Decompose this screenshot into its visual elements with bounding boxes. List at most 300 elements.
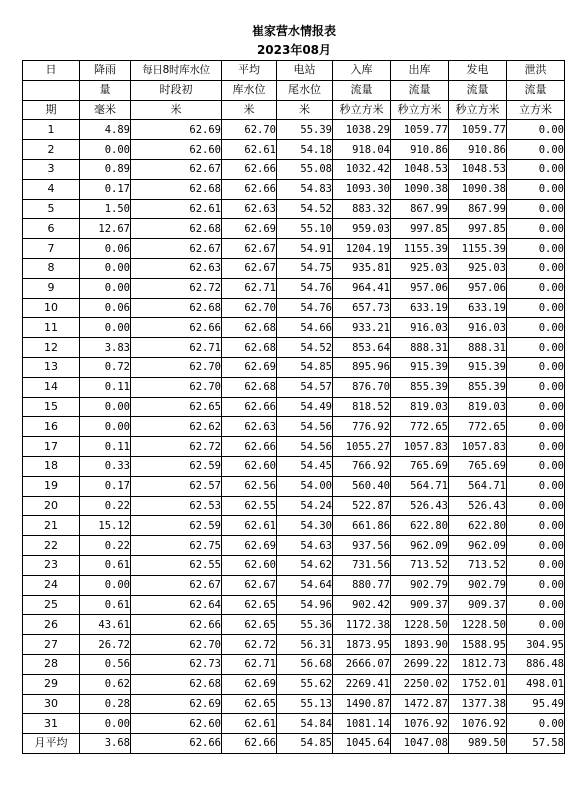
header-cell: 尾水位: [277, 80, 333, 100]
day-cell: 7: [23, 239, 80, 259]
value-cell: 62.61: [222, 714, 277, 734]
summary-value: 62.66: [222, 734, 277, 754]
value-cell: 0.00: [80, 258, 131, 278]
summary-value: 3.68: [80, 734, 131, 754]
value-cell: 62.67: [222, 239, 277, 259]
header-cell: 入库: [333, 61, 391, 81]
value-cell: 62.72: [131, 278, 222, 298]
value-cell: 2666.07: [333, 654, 391, 674]
value-cell: 1048.53: [449, 159, 507, 179]
day-cell: 6: [23, 219, 80, 239]
summary-value: 989.50: [449, 734, 507, 754]
header-cell: 泄洪: [507, 61, 565, 81]
value-cell: 0.00: [507, 159, 565, 179]
value-cell: 62.65: [222, 694, 277, 714]
table-row: [23, 239, 565, 259]
value-cell: 304.95: [507, 635, 565, 655]
value-cell: 765.69: [391, 456, 449, 476]
value-cell: 933.21: [333, 318, 391, 338]
value-cell: 54.96: [277, 595, 333, 615]
table-body: [23, 61, 565, 754]
value-cell: 564.71: [449, 476, 507, 496]
value-cell: 902.79: [449, 575, 507, 595]
value-cell: 0.00: [507, 278, 565, 298]
value-cell: 0.00: [507, 140, 565, 160]
value-cell: 0.22: [80, 496, 131, 516]
value-cell: 0.00: [507, 338, 565, 358]
value-cell: 0.00: [507, 258, 565, 278]
report-title: 崔家营水情报表: [251, 24, 336, 38]
day-cell: 19: [23, 476, 80, 496]
value-cell: 12.67: [80, 219, 131, 239]
value-cell: 1812.73: [449, 654, 507, 674]
value-cell: 62.70: [131, 357, 222, 377]
value-cell: 0.00: [507, 714, 565, 734]
value-cell: 2699.22: [391, 654, 449, 674]
value-cell: 2269.41: [333, 674, 391, 694]
value-cell: 62.57: [131, 476, 222, 496]
value-cell: 62.63: [131, 258, 222, 278]
table-row: [23, 219, 565, 239]
value-cell: 937.56: [333, 536, 391, 556]
value-cell: 62.61: [222, 516, 277, 536]
value-cell: 54.49: [277, 397, 333, 417]
value-cell: 54.52: [277, 338, 333, 358]
value-cell: 1.50: [80, 199, 131, 219]
value-cell: 62.69: [222, 357, 277, 377]
value-cell: 62.55: [131, 555, 222, 575]
summary-value: 1045.64: [333, 734, 391, 754]
value-cell: 62.68: [131, 674, 222, 694]
day-cell: 5: [23, 199, 80, 219]
day-cell: 8: [23, 258, 80, 278]
value-cell: 0.56: [80, 654, 131, 674]
value-cell: 925.03: [449, 258, 507, 278]
value-cell: 0.61: [80, 555, 131, 575]
value-cell: 997.85: [449, 219, 507, 239]
value-cell: 62.66: [131, 615, 222, 635]
value-cell: 55.36: [277, 615, 333, 635]
value-cell: 1228.50: [449, 615, 507, 635]
value-cell: 62.68: [131, 179, 222, 199]
value-cell: 54.76: [277, 278, 333, 298]
header-cell: 流量: [391, 80, 449, 100]
value-cell: 1172.38: [333, 615, 391, 635]
value-cell: 55.08: [277, 159, 333, 179]
header-row: [23, 80, 565, 100]
table-row: [23, 298, 565, 318]
value-cell: 54.57: [277, 377, 333, 397]
table-row: [23, 714, 565, 734]
table-row: [23, 397, 565, 417]
day-cell: 11: [23, 318, 80, 338]
value-cell: 622.80: [391, 516, 449, 536]
value-cell: 62.65: [222, 615, 277, 635]
value-cell: 62.69: [131, 694, 222, 714]
value-cell: 888.31: [449, 338, 507, 358]
value-cell: 819.03: [391, 397, 449, 417]
value-cell: 62.68: [222, 377, 277, 397]
value-cell: 0.00: [507, 536, 565, 556]
day-cell: 22: [23, 536, 80, 556]
value-cell: 62.70: [222, 120, 277, 140]
value-cell: 54.56: [277, 417, 333, 437]
table-row: [23, 476, 565, 496]
value-cell: 55.13: [277, 694, 333, 714]
table-row: [23, 437, 565, 457]
value-cell: 915.39: [449, 357, 507, 377]
value-cell: 55.10: [277, 219, 333, 239]
day-cell: 2: [23, 140, 80, 160]
value-cell: 0.22: [80, 536, 131, 556]
value-cell: 62.61: [222, 140, 277, 160]
table-row: [23, 377, 565, 397]
value-cell: 1155.39: [391, 239, 449, 259]
value-cell: 0.06: [80, 298, 131, 318]
value-cell: 62.70: [131, 377, 222, 397]
day-cell: 23: [23, 555, 80, 575]
day-cell: 13: [23, 357, 80, 377]
table-row: [23, 258, 565, 278]
value-cell: 0.89: [80, 159, 131, 179]
value-cell: 776.92: [333, 417, 391, 437]
value-cell: 62.70: [222, 298, 277, 318]
value-cell: 62.67: [131, 575, 222, 595]
table-row: [23, 456, 565, 476]
value-cell: 0.00: [80, 575, 131, 595]
value-cell: 0.00: [80, 278, 131, 298]
day-cell: 1: [23, 120, 80, 140]
value-cell: 0.00: [507, 516, 565, 536]
value-cell: 62.60: [131, 714, 222, 734]
day-cell: 9: [23, 278, 80, 298]
value-cell: 62.56: [222, 476, 277, 496]
value-cell: 1076.92: [449, 714, 507, 734]
value-cell: 0.61: [80, 595, 131, 615]
value-cell: 62.71: [222, 278, 277, 298]
value-cell: 0.11: [80, 377, 131, 397]
table-row: [23, 496, 565, 516]
value-cell: 1090.38: [391, 179, 449, 199]
header-cell: 米: [131, 100, 222, 120]
value-cell: 657.73: [333, 298, 391, 318]
value-cell: 964.41: [333, 278, 391, 298]
header-cell: [23, 80, 80, 100]
value-cell: 56.68: [277, 654, 333, 674]
day-cell: 29: [23, 674, 80, 694]
value-cell: 959.03: [333, 219, 391, 239]
value-cell: 0.00: [507, 437, 565, 457]
value-cell: 853.64: [333, 338, 391, 358]
header-cell: 库水位: [222, 80, 277, 100]
table-row: [23, 199, 565, 219]
value-cell: 895.96: [333, 357, 391, 377]
value-cell: 1228.50: [391, 615, 449, 635]
value-cell: 883.32: [333, 199, 391, 219]
value-cell: 1472.87: [391, 694, 449, 714]
value-cell: 522.87: [333, 496, 391, 516]
value-cell: 54.00: [277, 476, 333, 496]
value-cell: 1057.83: [449, 437, 507, 457]
value-cell: 564.71: [391, 476, 449, 496]
day-cell: 17: [23, 437, 80, 457]
day-cell: 31: [23, 714, 80, 734]
water-report-table: [22, 60, 565, 754]
value-cell: 95.49: [507, 694, 565, 714]
value-cell: 0.28: [80, 694, 131, 714]
value-cell: 622.80: [449, 516, 507, 536]
value-cell: 902.79: [391, 575, 449, 595]
value-cell: 62.68: [222, 338, 277, 358]
day-cell: 26: [23, 615, 80, 635]
value-cell: 56.31: [277, 635, 333, 655]
table-row: [23, 140, 565, 160]
value-cell: 62.67: [222, 575, 277, 595]
value-cell: 935.81: [333, 258, 391, 278]
value-cell: 54.64: [277, 575, 333, 595]
value-cell: 731.56: [333, 555, 391, 575]
value-cell: 1059.77: [391, 120, 449, 140]
header-cell: 平均: [222, 61, 277, 81]
header-cell: 流量: [449, 80, 507, 100]
value-cell: 62.69: [222, 674, 277, 694]
value-cell: 867.99: [391, 199, 449, 219]
value-cell: 713.52: [449, 555, 507, 575]
table-row: [23, 635, 565, 655]
value-cell: 54.91: [277, 239, 333, 259]
value-cell: 855.39: [391, 377, 449, 397]
header-cell: 每日8时库水位: [131, 61, 222, 81]
value-cell: 0.00: [507, 120, 565, 140]
value-cell: 498.01: [507, 674, 565, 694]
value-cell: 0.17: [80, 179, 131, 199]
value-cell: 43.61: [80, 615, 131, 635]
header-cell: 流量: [333, 80, 391, 100]
table-row: [23, 555, 565, 575]
value-cell: 62.63: [222, 417, 277, 437]
table-row: [23, 615, 565, 635]
value-cell: 1752.01: [449, 674, 507, 694]
value-cell: 1081.14: [333, 714, 391, 734]
value-cell: 62.72: [222, 635, 277, 655]
header-cell: 时段初: [131, 80, 222, 100]
value-cell: 0.00: [507, 476, 565, 496]
day-cell: 10: [23, 298, 80, 318]
value-cell: 765.69: [449, 456, 507, 476]
day-cell: 15: [23, 397, 80, 417]
header-cell: 毫米: [80, 100, 131, 120]
value-cell: 62.59: [131, 456, 222, 476]
value-cell: 633.19: [391, 298, 449, 318]
day-cell: 25: [23, 595, 80, 615]
summary-label: 月平均: [23, 734, 80, 754]
header-cell: 米: [222, 100, 277, 120]
summary-value: 1047.08: [391, 734, 449, 754]
value-cell: 62.59: [131, 516, 222, 536]
value-cell: 1873.95: [333, 635, 391, 655]
value-cell: 1059.77: [449, 120, 507, 140]
summary-value: 57.58: [507, 734, 565, 754]
summary-value: 54.85: [277, 734, 333, 754]
table-row: [23, 595, 565, 615]
value-cell: 910.86: [391, 140, 449, 160]
value-cell: 62.60: [222, 555, 277, 575]
header-cell: 秒立方米: [449, 100, 507, 120]
value-cell: 886.48: [507, 654, 565, 674]
value-cell: 54.84: [277, 714, 333, 734]
table-row: [23, 357, 565, 377]
value-cell: 62.55: [222, 496, 277, 516]
value-cell: 54.52: [277, 199, 333, 219]
table-row: [23, 694, 565, 714]
value-cell: 0.00: [507, 357, 565, 377]
value-cell: 713.52: [391, 555, 449, 575]
value-cell: 0.00: [507, 555, 565, 575]
value-cell: 54.63: [277, 536, 333, 556]
value-cell: 915.39: [391, 357, 449, 377]
value-cell: 62.66: [222, 179, 277, 199]
header-cell: 量: [80, 80, 131, 100]
table-row: [23, 179, 565, 199]
value-cell: 1057.83: [391, 437, 449, 457]
value-cell: 997.85: [391, 219, 449, 239]
value-cell: 916.03: [449, 318, 507, 338]
value-cell: 0.00: [80, 140, 131, 160]
header-cell: 期: [23, 100, 80, 120]
value-cell: 0.00: [507, 595, 565, 615]
value-cell: 1076.92: [391, 714, 449, 734]
header-cell: 日: [23, 61, 80, 81]
value-cell: 62.63: [222, 199, 277, 219]
header-cell: 流量: [507, 80, 565, 100]
value-cell: 0.00: [80, 397, 131, 417]
value-cell: 1204.19: [333, 239, 391, 259]
value-cell: 772.65: [449, 417, 507, 437]
header-cell: 发电: [449, 61, 507, 81]
value-cell: 62.73: [131, 654, 222, 674]
value-cell: 0.00: [507, 318, 565, 338]
value-cell: 766.92: [333, 456, 391, 476]
value-cell: 0.62: [80, 674, 131, 694]
value-cell: 15.12: [80, 516, 131, 536]
value-cell: 661.86: [333, 516, 391, 536]
value-cell: 62.66: [222, 159, 277, 179]
value-cell: 0.17: [80, 476, 131, 496]
value-cell: 925.03: [391, 258, 449, 278]
value-cell: 1090.38: [449, 179, 507, 199]
value-cell: 62.68: [222, 318, 277, 338]
day-cell: 28: [23, 654, 80, 674]
header-cell: 立方米: [507, 100, 565, 120]
value-cell: 54.18: [277, 140, 333, 160]
value-cell: 54.66: [277, 318, 333, 338]
day-cell: 24: [23, 575, 80, 595]
value-cell: 62.65: [222, 595, 277, 615]
value-cell: 1038.29: [333, 120, 391, 140]
value-cell: 0.00: [507, 496, 565, 516]
value-cell: 876.70: [333, 377, 391, 397]
day-cell: 4: [23, 179, 80, 199]
value-cell: 962.09: [391, 536, 449, 556]
header-cell: 电站: [277, 61, 333, 81]
value-cell: 62.66: [131, 318, 222, 338]
value-cell: 62.66: [222, 437, 277, 457]
value-cell: 62.67: [131, 159, 222, 179]
value-cell: 62.65: [131, 397, 222, 417]
value-cell: 62.71: [222, 654, 277, 674]
value-cell: 62.61: [131, 199, 222, 219]
value-cell: 818.52: [333, 397, 391, 417]
value-cell: 54.24: [277, 496, 333, 516]
value-cell: 1490.87: [333, 694, 391, 714]
value-cell: 0.06: [80, 239, 131, 259]
value-cell: 918.04: [333, 140, 391, 160]
value-cell: 0.33: [80, 456, 131, 476]
value-cell: 867.99: [449, 199, 507, 219]
value-cell: 26.72: [80, 635, 131, 655]
header-cell: 米: [277, 100, 333, 120]
value-cell: 1377.38: [449, 694, 507, 714]
table-row: [23, 120, 565, 140]
header-cell: 秒立方米: [333, 100, 391, 120]
value-cell: 0.00: [507, 199, 565, 219]
value-cell: 526.43: [449, 496, 507, 516]
value-cell: 633.19: [449, 298, 507, 318]
value-cell: 2250.02: [391, 674, 449, 694]
value-cell: 62.75: [131, 536, 222, 556]
table-row: [23, 338, 565, 358]
value-cell: 62.72: [131, 437, 222, 457]
value-cell: 957.06: [449, 278, 507, 298]
value-cell: 855.39: [449, 377, 507, 397]
summary-row: [23, 734, 565, 754]
value-cell: 902.42: [333, 595, 391, 615]
day-cell: 12: [23, 338, 80, 358]
day-cell: 14: [23, 377, 80, 397]
value-cell: 916.03: [391, 318, 449, 338]
value-cell: 62.64: [131, 595, 222, 615]
header-cell: 出库: [391, 61, 449, 81]
value-cell: 888.31: [391, 338, 449, 358]
value-cell: 560.40: [333, 476, 391, 496]
value-cell: 62.68: [131, 219, 222, 239]
summary-value: 62.66: [131, 734, 222, 754]
value-cell: 526.43: [391, 496, 449, 516]
value-cell: 62.70: [131, 635, 222, 655]
value-cell: 0.00: [507, 179, 565, 199]
value-cell: 0.00: [80, 714, 131, 734]
table-row: [23, 536, 565, 556]
value-cell: 62.53: [131, 496, 222, 516]
table-row: [23, 159, 565, 179]
header-cell: 降雨: [80, 61, 131, 81]
value-cell: 54.62: [277, 555, 333, 575]
table-row: [23, 575, 565, 595]
value-cell: 0.00: [80, 318, 131, 338]
header-cell: 秒立方米: [391, 100, 449, 120]
day-cell: 18: [23, 456, 80, 476]
table-row: [23, 654, 565, 674]
value-cell: 54.85: [277, 357, 333, 377]
value-cell: 54.56: [277, 437, 333, 457]
value-cell: 1032.42: [333, 159, 391, 179]
day-cell: 20: [23, 496, 80, 516]
value-cell: 54.30: [277, 516, 333, 536]
value-cell: 62.68: [131, 298, 222, 318]
table-row: [23, 674, 565, 694]
value-cell: 962.09: [449, 536, 507, 556]
value-cell: 0.00: [507, 417, 565, 437]
